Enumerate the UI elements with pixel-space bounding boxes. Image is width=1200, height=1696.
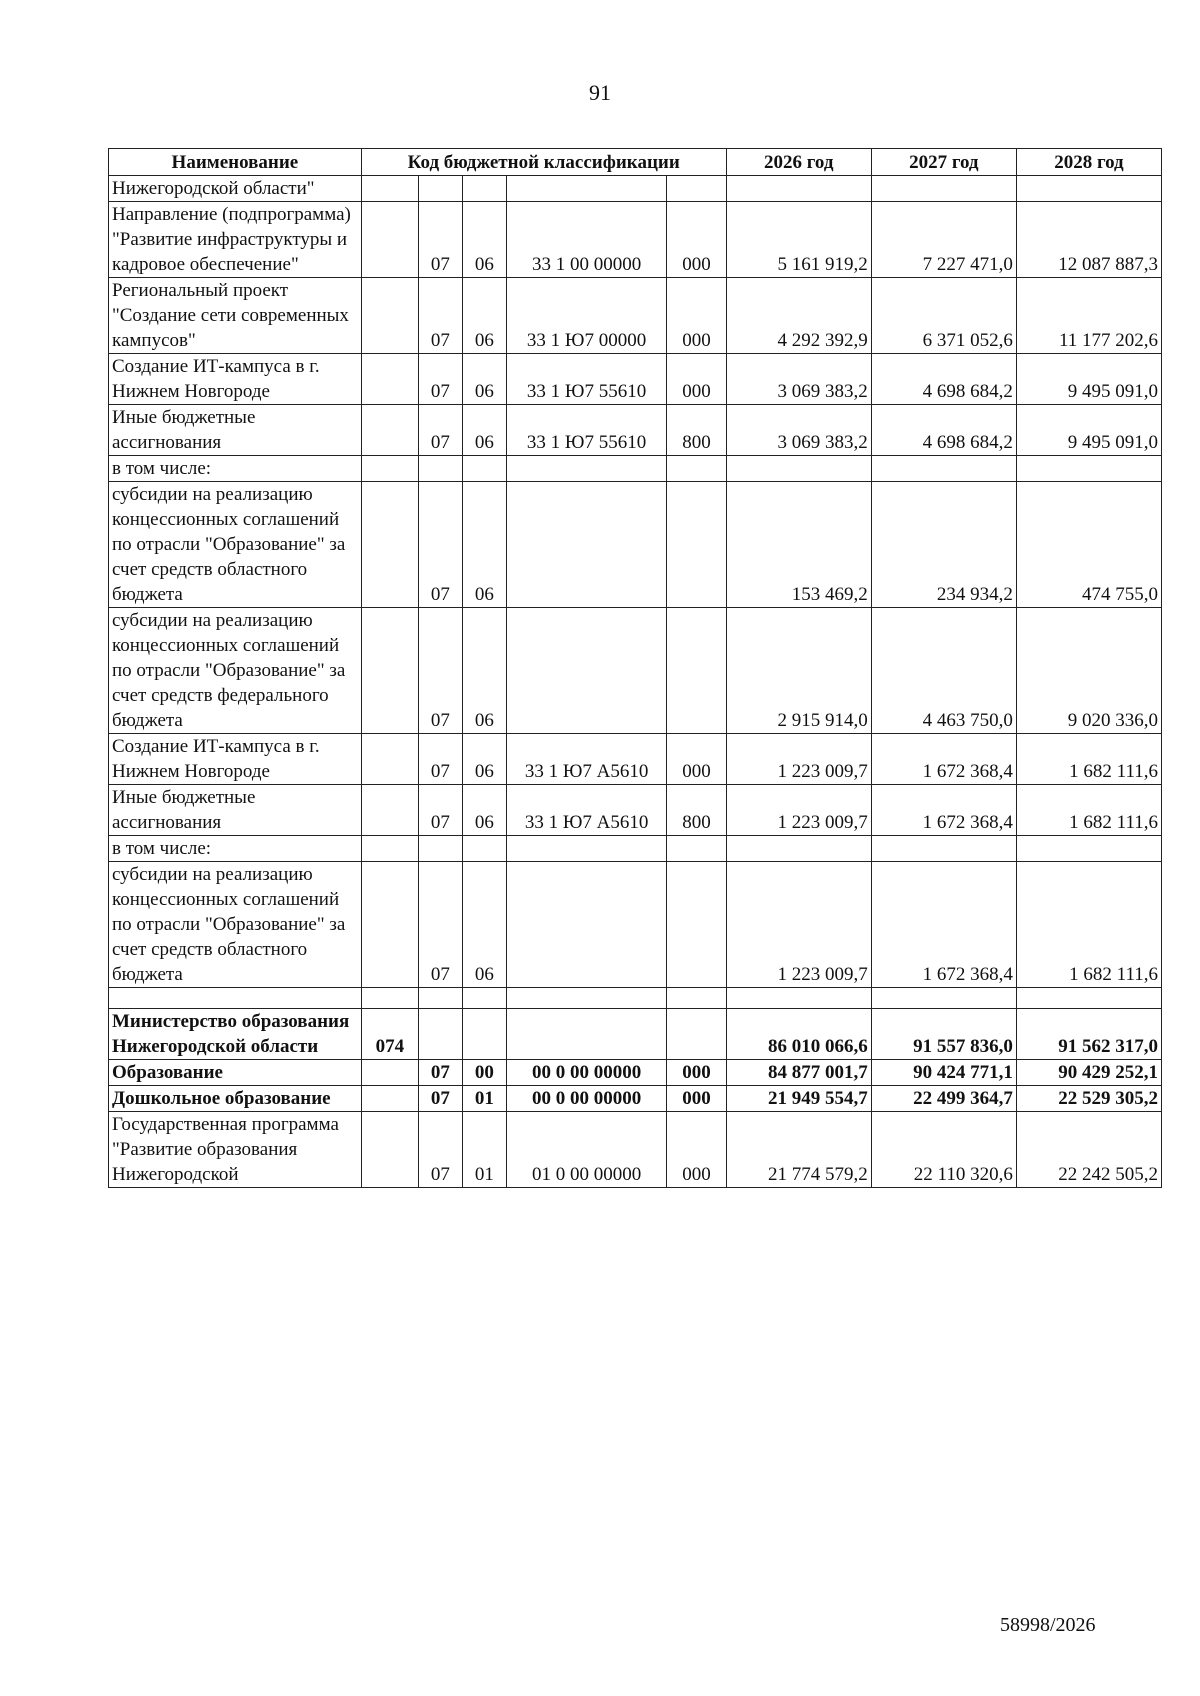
cell-section-code: 07 xyxy=(418,278,462,354)
cell-section-code xyxy=(418,176,462,202)
cell-2027 xyxy=(871,836,1016,862)
cell-subsection-code: 06 xyxy=(462,785,506,836)
cell-ministry-code xyxy=(361,482,418,608)
cell-2028 xyxy=(1016,176,1161,202)
header-row xyxy=(109,149,1162,176)
cell-target-code: 01 0 00 00000 xyxy=(506,1112,666,1188)
cell-ministry-code xyxy=(361,785,418,836)
cell-name: Дошкольное образование xyxy=(109,1086,362,1112)
cell-name: Образование xyxy=(109,1060,362,1086)
cell-2027: 6 371 052,6 xyxy=(871,278,1016,354)
table-row xyxy=(109,988,1162,1009)
cell-2026: 1 223 009,7 xyxy=(726,862,871,988)
cell-2026: 21 949 554,7 xyxy=(726,1086,871,1112)
table-row xyxy=(109,608,1162,734)
table-row xyxy=(109,1009,1162,1060)
cell-subsection-code xyxy=(462,456,506,482)
table-row xyxy=(109,836,1162,862)
table-row xyxy=(109,354,1162,405)
budget-body xyxy=(109,176,1162,1188)
cell-section-code xyxy=(418,836,462,862)
cell-name: Иные бюджетные ассигнования xyxy=(109,785,362,836)
cell-section-code: 07 xyxy=(418,354,462,405)
cell-subsection-code xyxy=(462,176,506,202)
cell-section-code: 07 xyxy=(418,785,462,836)
cell-expense-type-code xyxy=(667,862,726,988)
cell-expense-type-code: 000 xyxy=(667,1086,726,1112)
cell-2026 xyxy=(726,836,871,862)
cell-ministry-code xyxy=(361,278,418,354)
cell-target-code xyxy=(506,482,666,608)
cell-name: субсидии на реализацию концессионных соглашений по отрасли "Образование" за счет средств областного бюджета xyxy=(109,482,362,608)
cell-2027: 1 672 368,4 xyxy=(871,862,1016,988)
cell-2027: 4 698 684,2 xyxy=(871,405,1016,456)
cell-expense-type-code xyxy=(667,176,726,202)
cell-2028: 9 020 336,0 xyxy=(1016,608,1161,734)
cell-name: субсидии на реализацию концессионных соглашений по отрасли "Образование" за счет средств областного бюджета xyxy=(109,862,362,988)
cell-target-code xyxy=(506,456,666,482)
budget-table xyxy=(108,148,1162,1188)
cell-subsection-code xyxy=(462,1009,506,1060)
cell-expense-type-code: 000 xyxy=(667,1112,726,1188)
cell-ministry-code xyxy=(361,1060,418,1086)
cell-expense-type-code xyxy=(667,456,726,482)
cell-2027 xyxy=(871,176,1016,202)
cell-subsection-code: 06 xyxy=(462,734,506,785)
cell-ministry-code xyxy=(361,456,418,482)
cell-ministry-code xyxy=(361,405,418,456)
cell-section-code: 07 xyxy=(418,202,462,278)
cell-target-code: 33 1 Ю7 А5610 xyxy=(506,734,666,785)
cell-target-code: 33 1 00 00000 xyxy=(506,202,666,278)
cell-subsection-code: 06 xyxy=(462,862,506,988)
cell-expense-type-code xyxy=(667,482,726,608)
cell-2026: 3 069 383,2 xyxy=(726,354,871,405)
cell-subsection-code: 06 xyxy=(462,202,506,278)
cell-ministry-code xyxy=(361,176,418,202)
cell-target-code xyxy=(506,862,666,988)
cell-target-code xyxy=(506,1009,666,1060)
cell-2028 xyxy=(1016,988,1161,1009)
header-code: Код бюджетной классификации xyxy=(361,149,726,176)
cell-ministry-code xyxy=(361,988,418,1009)
cell-2026: 153 469,2 xyxy=(726,482,871,608)
cell-section-code: 07 xyxy=(418,608,462,734)
cell-expense-type-code xyxy=(667,988,726,1009)
cell-2027: 4 463 750,0 xyxy=(871,608,1016,734)
table-row xyxy=(109,785,1162,836)
cell-2026: 4 292 392,9 xyxy=(726,278,871,354)
cell-2026: 3 069 383,2 xyxy=(726,405,871,456)
table-row xyxy=(109,1112,1162,1188)
cell-ministry-code xyxy=(361,354,418,405)
cell-2028: 9 495 091,0 xyxy=(1016,354,1161,405)
cell-2028: 91 562 317,0 xyxy=(1016,1009,1161,1060)
cell-2027 xyxy=(871,988,1016,1009)
cell-subsection-code: 06 xyxy=(462,608,506,734)
cell-2028: 22 529 305,2 xyxy=(1016,1086,1161,1112)
cell-2028 xyxy=(1016,456,1161,482)
cell-target-code: 00 0 00 00000 xyxy=(506,1060,666,1086)
cell-target-code: 33 1 Ю7 А5610 xyxy=(506,785,666,836)
cell-subsection-code: 01 xyxy=(462,1112,506,1188)
cell-target-code xyxy=(506,988,666,1009)
cell-2026: 84 877 001,7 xyxy=(726,1060,871,1086)
cell-section-code: 07 xyxy=(418,734,462,785)
cell-subsection-code: 06 xyxy=(462,354,506,405)
cell-2028: 1 682 111,6 xyxy=(1016,785,1161,836)
cell-2026 xyxy=(726,456,871,482)
cell-name: субсидии на реализацию концессионных соглашений по отрасли "Образование" за счет средств федерального бюджета xyxy=(109,608,362,734)
cell-2028: 22 242 505,2 xyxy=(1016,1112,1161,1188)
cell-expense-type-code xyxy=(667,1009,726,1060)
cell-subsection-code: 06 xyxy=(462,278,506,354)
table-row xyxy=(109,202,1162,278)
header-2028: 2028 год xyxy=(1016,149,1161,176)
cell-2027: 1 672 368,4 xyxy=(871,785,1016,836)
cell-section-code xyxy=(418,456,462,482)
cell-expense-type-code: 000 xyxy=(667,734,726,785)
cell-2027: 1 672 368,4 xyxy=(871,734,1016,785)
cell-2027: 22 499 364,7 xyxy=(871,1086,1016,1112)
cell-2028 xyxy=(1016,836,1161,862)
cell-subsection-code xyxy=(462,836,506,862)
cell-section-code: 07 xyxy=(418,405,462,456)
table-row xyxy=(109,734,1162,785)
cell-2026: 86 010 066,6 xyxy=(726,1009,871,1060)
cell-2027: 91 557 836,0 xyxy=(871,1009,1016,1060)
cell-section-code: 07 xyxy=(418,1086,462,1112)
cell-2026 xyxy=(726,988,871,1009)
table-row xyxy=(109,482,1162,608)
cell-name: в том числе: xyxy=(109,836,362,862)
table-row xyxy=(109,176,1162,202)
cell-name: Министерство образования Нижегородской области xyxy=(109,1009,362,1060)
cell-target-code xyxy=(506,176,666,202)
cell-name: Иные бюджетные ассигнования xyxy=(109,405,362,456)
cell-expense-type-code: 000 xyxy=(667,1060,726,1086)
cell-subsection-code: 01 xyxy=(462,1086,506,1112)
cell-2028: 11 177 202,6 xyxy=(1016,278,1161,354)
cell-2028: 1 682 111,6 xyxy=(1016,734,1161,785)
cell-2027: 234 934,2 xyxy=(871,482,1016,608)
cell-ministry-code xyxy=(361,862,418,988)
cell-target-code xyxy=(506,608,666,734)
table-row xyxy=(109,405,1162,456)
table-row xyxy=(109,862,1162,988)
header-2027: 2027 год xyxy=(871,149,1016,176)
cell-target-code: 33 1 Ю7 00000 xyxy=(506,278,666,354)
cell-2026: 21 774 579,2 xyxy=(726,1112,871,1188)
cell-section-code xyxy=(418,988,462,1009)
header-2026: 2026 год xyxy=(726,149,871,176)
cell-2026: 1 223 009,7 xyxy=(726,785,871,836)
cell-name: Государственная программа "Развитие образования Нижегородской xyxy=(109,1112,362,1188)
cell-2027: 7 227 471,0 xyxy=(871,202,1016,278)
cell-2027: 22 110 320,6 xyxy=(871,1112,1016,1188)
cell-section-code: 07 xyxy=(418,482,462,608)
cell-2027: 4 698 684,2 xyxy=(871,354,1016,405)
cell-2026: 2 915 914,0 xyxy=(726,608,871,734)
cell-expense-type-code: 000 xyxy=(667,278,726,354)
cell-ministry-code xyxy=(361,836,418,862)
cell-target-code: 00 0 00 00000 xyxy=(506,1086,666,1112)
cell-subsection-code: 06 xyxy=(462,482,506,608)
cell-section-code: 07 xyxy=(418,1060,462,1086)
cell-name: Направление (подпрограмма) "Развитие инфраструктуры и кадровое обеспечение" xyxy=(109,202,362,278)
cell-expense-type-code: 000 xyxy=(667,354,726,405)
cell-expense-type-code xyxy=(667,608,726,734)
cell-target-code: 33 1 Ю7 55610 xyxy=(506,405,666,456)
table-row xyxy=(109,456,1162,482)
cell-name: Создание ИТ-кампуса в г. Нижнем Новгороде xyxy=(109,734,362,785)
cell-subsection-code: 00 xyxy=(462,1060,506,1086)
cell-ministry-code xyxy=(361,734,418,785)
cell-2026 xyxy=(726,176,871,202)
cell-name: в том числе: xyxy=(109,456,362,482)
cell-2027 xyxy=(871,456,1016,482)
cell-2028: 1 682 111,6 xyxy=(1016,862,1161,988)
cell-name: Нижегородской области" xyxy=(109,176,362,202)
document-number: 58998/2026 xyxy=(1000,1614,1096,1636)
cell-target-code: 33 1 Ю7 55610 xyxy=(506,354,666,405)
cell-2028: 12 087 887,3 xyxy=(1016,202,1161,278)
table-row xyxy=(109,1060,1162,1086)
cell-ministry-code xyxy=(361,202,418,278)
cell-subsection-code xyxy=(462,988,506,1009)
cell-2028: 474 755,0 xyxy=(1016,482,1161,608)
cell-expense-type-code: 000 xyxy=(667,202,726,278)
page-number: 91 xyxy=(589,80,611,105)
table-row xyxy=(109,278,1162,354)
cell-subsection-code: 06 xyxy=(462,405,506,456)
cell-2028: 9 495 091,0 xyxy=(1016,405,1161,456)
cell-2026: 5 161 919,2 xyxy=(726,202,871,278)
cell-name: Региональный проект "Создание сети современных кампусов" xyxy=(109,278,362,354)
cell-target-code xyxy=(506,836,666,862)
cell-expense-type-code: 800 xyxy=(667,785,726,836)
cell-ministry-code xyxy=(361,1086,418,1112)
table-row xyxy=(109,1086,1162,1112)
cell-ministry-code: 074 xyxy=(361,1009,418,1060)
cell-expense-type-code xyxy=(667,836,726,862)
cell-section-code: 07 xyxy=(418,1112,462,1188)
header-name: Наименование xyxy=(109,149,362,176)
cell-2028: 90 429 252,1 xyxy=(1016,1060,1161,1086)
cell-section-code xyxy=(418,1009,462,1060)
cell-name: Создание ИТ-кампуса в г. Нижнем Новгороде xyxy=(109,354,362,405)
cell-ministry-code xyxy=(361,608,418,734)
cell-section-code: 07 xyxy=(418,862,462,988)
cell-2026: 1 223 009,7 xyxy=(726,734,871,785)
cell-expense-type-code: 800 xyxy=(667,405,726,456)
cell-name xyxy=(109,988,362,1009)
cell-ministry-code xyxy=(361,1112,418,1188)
cell-2027: 90 424 771,1 xyxy=(871,1060,1016,1086)
